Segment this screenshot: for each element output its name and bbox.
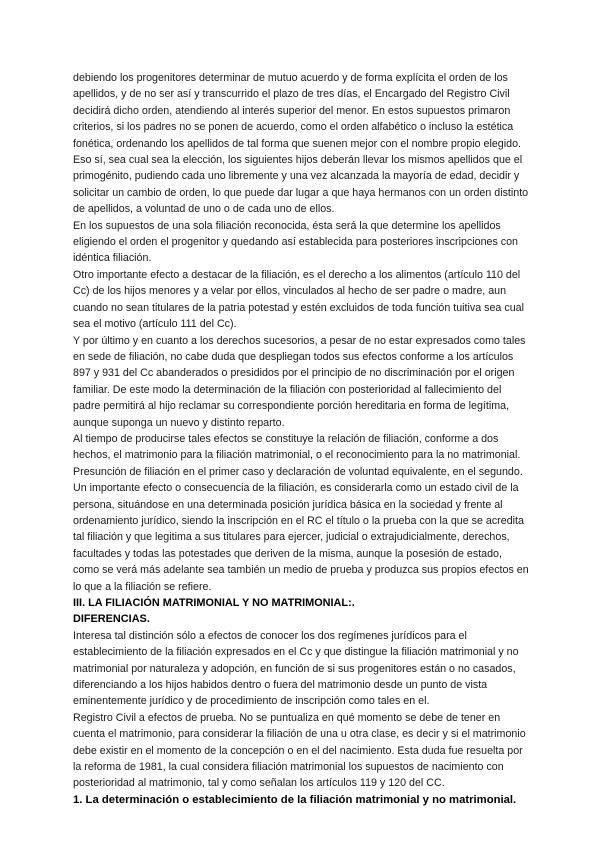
section-heading bbox=[73, 595, 529, 628]
subheading: 1. La determinación o establecimiento de la filiación matrimonial y no matrimonial. bbox=[73, 793, 517, 806]
paragraph-single-filiation: En los supuestos de una sola filiación reconocida, ésta será la que determine los apellidos eligiendo el orden el progenitor y quedando así establecida para posteriores inscripciones con idéntica filiación. bbox=[73, 219, 519, 265]
paragraph-siblings-surnames: Eso sí, sea cual sea la elección, los siguientes hijos deberán llevar los mismos apellidos que el primogénito, pudiendo cada uno libremente y una vez alcanzada la mayoría de edad, decidir y solicitar un cambio de orden, lo que puede dar lugar a que haya hermanos con un orden distinto de apellidos, a voluntad de uno o de cada uno de ellos. bbox=[73, 154, 529, 216]
paragraph-surname-order: debiendo los progenitores determinar de mutuo acuerdo y de forma explícita el orden de los apellidos, y de no ser así y transcurrido el plazo de tres días, el Encargado del Registro Civil decidirá dicho orden, atendiendo al interés superior del menor. En estos supuestos primaron criterios, si los padres no se ponen de acuerdo, como el orden alfabético o incluso la estética fonética, ordenando los apellidos de tal forma que suenen mejor con el nombre propio elegido. bbox=[73, 72, 521, 150]
paragraph-registry-proof: Registro Civil a efectos de prueba. No se puntualiza en qué momento se debe de tener en cuenta el matrimonio, para considerar la filiación de una u otra clase, es decir y si el matrimonio debe existir en el momento de la concepción o en el del nacimiento. Esta duda fue resuelta por la reforma de 1981, la cual considera filiación matrimonial los supuestos de nacimiento con posterioridad al matrimonio, tal y como señalan los artículos 119 y 120 del CC. bbox=[73, 711, 526, 790]
paragraph-inheritance-rights: Y por último y en cuanto a los derechos sucesorios, a pesar de no estar expresados como tales en sede de filiación, no cabe duda que despliegan todos sus efectos conforme a los artículos 897 y 931 del Cc abanderados o presididos por el principio de no discriminación por el origen familiar. De este modo la determinación de la filiación con posterioridad al fallecimiento del padre permitirá al hijo reclamar su correspondiente porción hereditaria en forma de legítima, aunque suponga un nuevo y distinto reparto. bbox=[73, 334, 526, 429]
paragraph-filiation-relationship: Al tiempo de producirse tales efectos se constituye la relación de filiación, conforme a dos hechos, el matrimonio para la filiación matrimonial, o el reconocimiento para la no matrimonial. Presunción de filiación en el primer caso y declaración de voluntad equivalente, en el segundo. bbox=[73, 432, 523, 478]
document-page bbox=[73, 70, 529, 808]
paragraph-civil-status: Un importante efecto o consecuencia de la filiación, es considerarla como un estado civil de la persona, situándose en una determinada posición jurídica básica en la sociedad y frente al ordenamiento jurídico, siendo la inscripción en el RC el título o la prueba con la que se acredita tal filiación y que legitima a sus titulares para ejercer, judicial o extrajudicialmente, derechos, facultades y todas las potestades que deriven de la misma, aunque la posesión de estado, como se verá más adelante sea también un medio de prueba y produzca sus propios efectos en lo que a la filiación se refiere. bbox=[73, 482, 529, 593]
paragraph-distinction: Interesa tal distinción sólo a efectos de conocer los dos regímenes jurídicos para el establecimiento de la filiación expresados en el Cc y que distingue la filiación matrimonial y no matrimonial por naturaleza y adopción, en función de si sus progenitores están o no casados, diferenciando a los hijos habidos dentro o fuera del matrimonio desde un punto de vista eminentemente jurídico y de procedimiento de inscripción como tales en el. bbox=[73, 629, 519, 708]
section-heading-line-2: DIFERENCIAS. bbox=[73, 613, 150, 626]
paragraph-right-to-alimony: Otro importante efecto a destacar de la filiación, es el derecho a los alimentos (artículo 110 del Cc) de los hijos menores y a velar por ellos, vinculados al hecho de ser padre o madre, aun cuando no sean titulares de la patria potestad y estén excluidos de toda función tuitiva sea cual sea el motivo (artículo 111 del Cc). bbox=[73, 268, 524, 331]
section-heading-line-1: III. LA FILIACIÓN MATRIMONIAL Y NO MATRIMONIAL:. bbox=[73, 597, 355, 609]
